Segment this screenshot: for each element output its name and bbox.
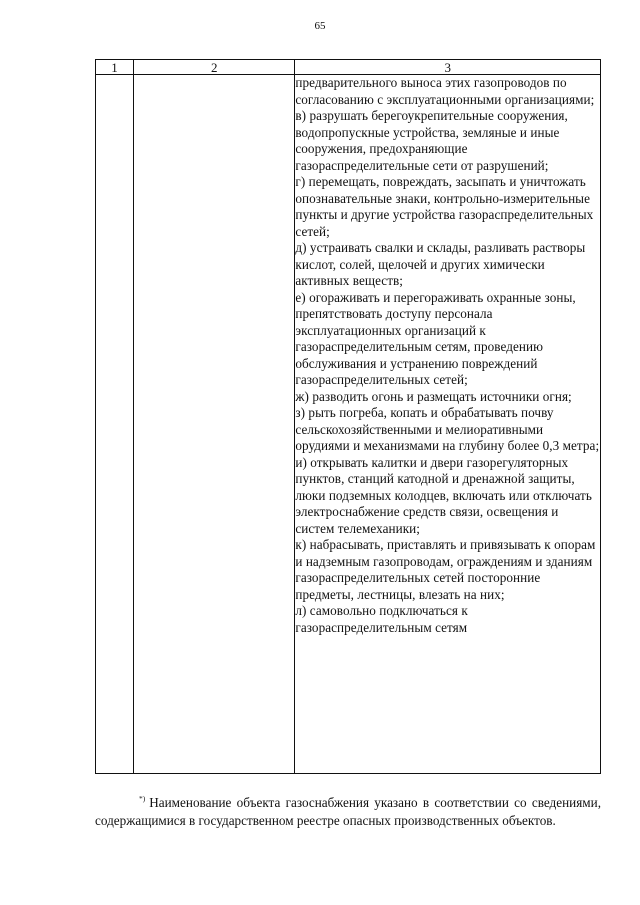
document-table-container: [95, 59, 601, 774]
list-item: в) разрушать берегоукрепительные сооружения, водопропускные устройства, земляные и иные сооружения, предохраняющие газораспределительные сети от разрушений;: [295, 108, 568, 173]
table-cell-column-1: [96, 75, 134, 774]
list-item: е) огораживать и перегораживать охранные зоны, препятствовать доступу персонала эксплуатационных организаций к газораспределительным сетям, проведению обслуживания и устранению повреждений газораспределительных сетей;: [295, 289, 576, 387]
page-number: 65: [314, 20, 326, 32]
table-row: [96, 75, 601, 774]
footnote-text: Наименование объекта газоснабжения указано в соответствии со сведениями, содержащимися в государственном реестре опасных производственных объектов.: [95, 795, 601, 828]
list-item: л) самовольно подключаться к газораспределительным сетям: [295, 603, 468, 635]
list-item: ж) разводить огонь и размещать источники огня;: [295, 388, 572, 404]
table-cell-column-2: [134, 75, 295, 774]
list-item: предварительного выноса этих газопроводов по согласованию с эксплуатационными организациями;: [295, 75, 595, 107]
list-item: к) набрасывать, приставлять и привязывать к опорам и надземным газопроводам, ограждениям и зданиям газораспределительных сетей посторонние предметы, лестницы, влезать на них;: [295, 537, 596, 602]
table-header-row: [96, 60, 601, 75]
list-item: д) устраивать свалки и склады, разливать растворы кислот, солей, щелочей и других химически активных веществ;: [295, 240, 586, 288]
document-table: [95, 59, 601, 774]
footnote: [95, 790, 601, 829]
list-item: и) открывать калитки и двери газорегуляторных пунктов, станций катодной и дренажной защиты, люки подземных колодцев, включать или отключать электроснабжение средств связи, освещения и систем телемеханики;: [295, 454, 592, 536]
table-cell-column-3: [295, 75, 601, 774]
column-header-2: 2: [134, 60, 295, 75]
list-item: з) рыть погреба, копать и обрабатывать почву сельскохозяйственными и мелиоративными орудиями и механизмами на глубину более 0,3 метра;: [295, 405, 600, 453]
footnote-marker: *): [139, 794, 146, 803]
column-header-3: 3: [295, 60, 601, 75]
column-header-1: 1: [96, 60, 134, 75]
list-item: г) перемещать, повреждать, засыпать и уничтожать опознавательные знаки, контрольно-измерительные пункты и другие устройства газораспределительных сетей;: [295, 174, 594, 239]
